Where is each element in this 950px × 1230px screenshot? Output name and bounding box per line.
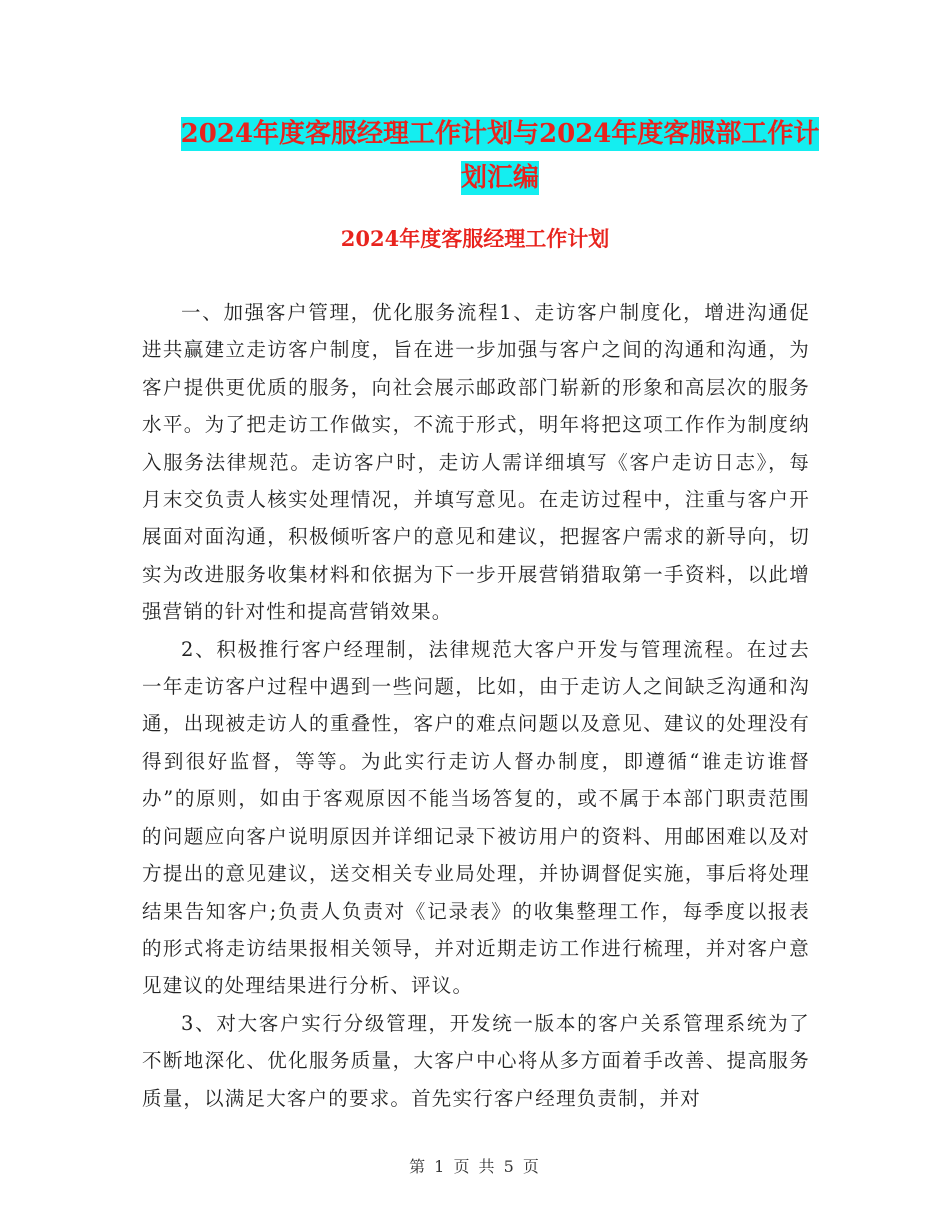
section-title: 2024年度客服经理工作计划 (340, 226, 610, 251)
document-body (142, 294, 810, 1117)
paragraph: 2、积极推行客户经理制，法律规范大客户开发与管理流程。在过去一年走访客户过程中遇到一些问题，比如，由于走访人之间缺乏沟通和沟通，出现被走访人的重叠性，客户的难点问题以及意见、建议的处理没有得到很好监督，等等。为此实行走访人督办制度，即遵循“谁走访谁督办”的原则，如由于客观原因不能当场答复的，或不属于本部门职责范围的问题应向客户说明原因并详细记录下被访用户的资料、用邮困难以及对方提出的意见建议，送交相关专业局处理，并协调督促实施，事后将处理结果告知客户;负责人负责对《记录表》的收集整理工作，每季度以报表的形式将走访结果报相关领导，并对近期走访工作进行梳理，并对客户意见建议的处理结果进行分析、评议。 (142, 637, 810, 998)
title-line-2: 划汇编 (460, 163, 539, 193)
document-title (140, 112, 860, 200)
paragraph: 3、对大客户实行分级管理，开发统一版本的客户关系管理系统为了不断地深化、优化服务质量，大客户中心将从多方面着手改善、提高服务质量，以满足大客户的要求。首先实行客户经理负责制，并对 (142, 1011, 810, 1110)
page-footer: 第 1 页 共 5 页 (409, 1157, 541, 1176)
title-line-1: 2024年度客服经理工作计划与2024年度客服部工作计 (180, 119, 820, 149)
paragraph: 一、加强客户管理，优化服务流程1、走访客户制度化，增进沟通促进共赢建立走访客户制度，旨在进一步加强与客户之间的沟通和沟通，为客户提供更优质的服务，向社会展示邮政部门崭新的形象和高层次的服务水平。为了把走访工作做实，不流于形式，明年将把这项工作作为制度纳入服务法律规范。走访客户时，走访人需详细填写《客户走访日志》，每月末交负责人核实处理情况，并填写意见。在走访过程中，注重与客户开展面对面沟通，积极倾听客户的意见和建议，把握客户需求的新导向，切实为改进服务收集材料和依据为下一步开展营销猎取第一手资料，以此增强营销的针对性和提高营销效果。 (142, 301, 810, 624)
